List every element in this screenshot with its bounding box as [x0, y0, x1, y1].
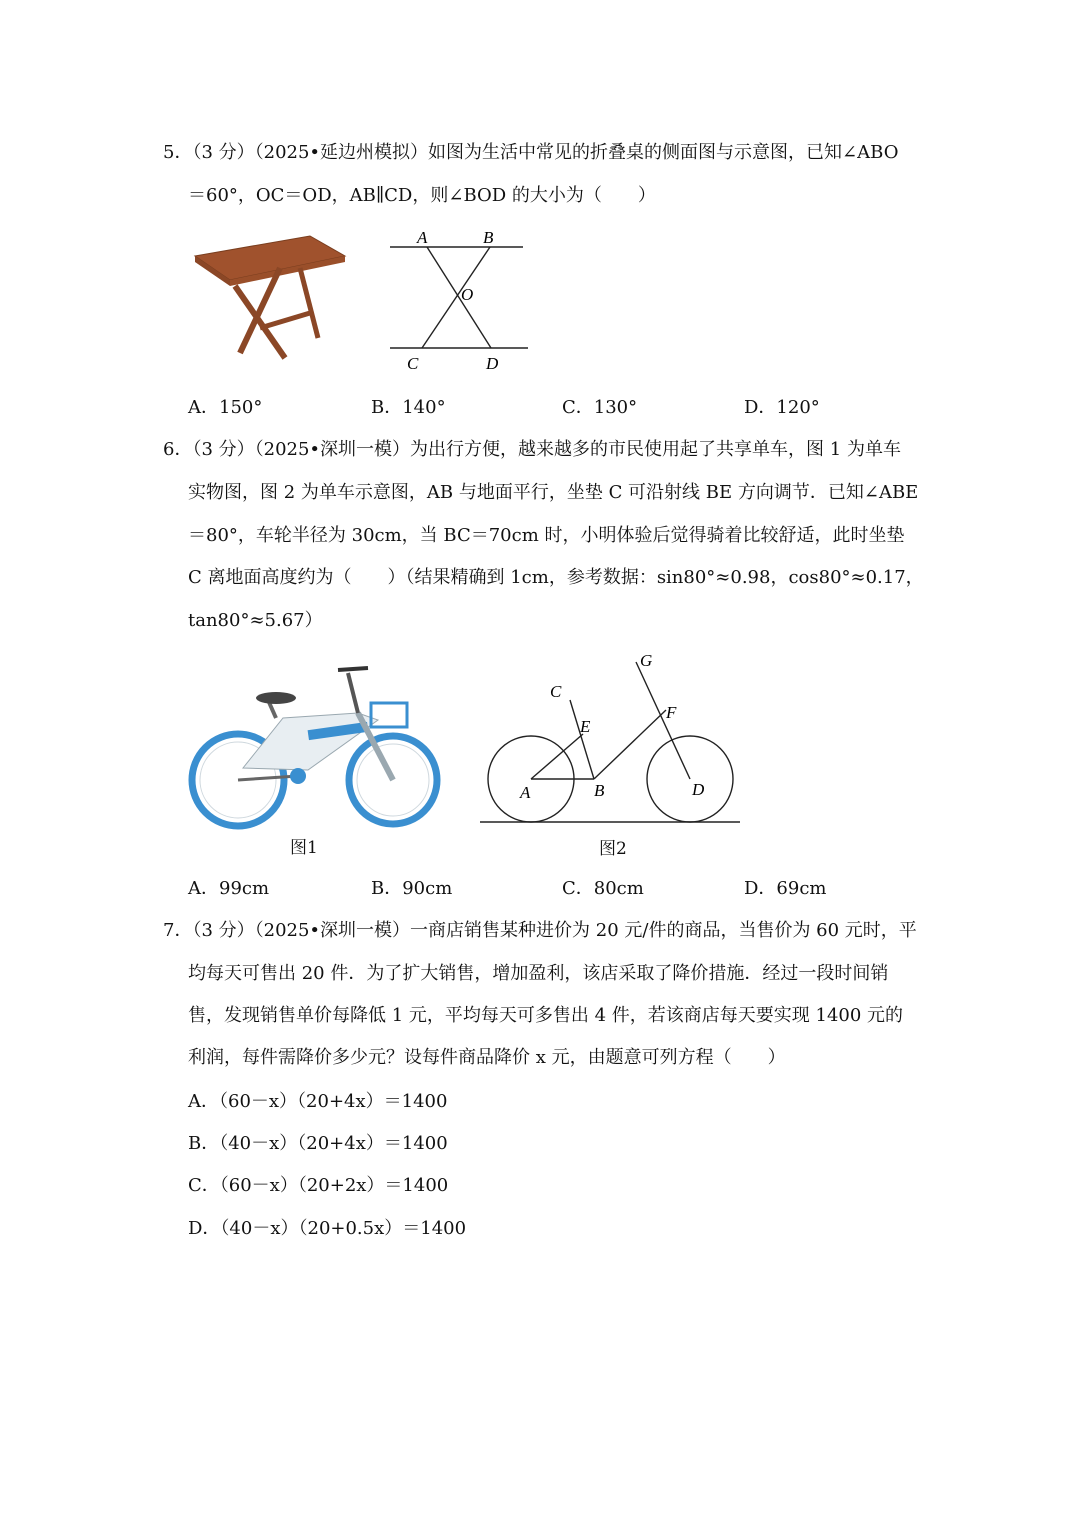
q7-text-line4: 利润，每件需降价多少元？设每件商品降价 x 元，由题意可列方程（ ）	[188, 1047, 786, 1068]
q5-text-line1: 5．（3 分）（2025•延边州模拟）如图为生活中常见的折叠桌的侧面图与示意图，已知∠ABO	[163, 142, 899, 163]
q6-option-d[interactable]: D．69cm	[744, 878, 827, 899]
folding-table-diagram	[385, 226, 535, 376]
label-b: B	[594, 781, 605, 800]
label-c: C	[550, 682, 562, 701]
q6-text-line1: 6．（3 分）（2025•深圳一模）为出行方便，越来越多的市民使用起了共享单车，图 1 为单车	[163, 439, 901, 460]
label-c: C	[407, 354, 419, 373]
q6-text-line5: tan80°≈5.67）	[188, 610, 323, 631]
label-g: G	[640, 651, 653, 670]
q5-option-b[interactable]: B．140°	[371, 397, 446, 418]
q6-text-line2: 实物图，图 2 为单车示意图，AB 与地面平行，坐垫 C 可沿射线 BE 方向调节．已知∠ABE	[188, 482, 919, 503]
q6-text-line3: ＝80°，车轮半径为 30cm，当 BC＝70cm 时，小明体验后觉得骑着比较舒适，此时坐垫	[188, 525, 905, 546]
folding-table-photo	[190, 228, 350, 368]
q7-option-a[interactable]: A．（60－x）（20+4x）＝1400	[188, 1091, 448, 1112]
q7-option-c[interactable]: C．（60－x）（20+2x）＝1400	[188, 1175, 449, 1196]
q5-text-line2: ＝60°，OC＝OD，AB∥CD，则∠BOD 的大小为（ ）	[188, 185, 656, 206]
bicycle-diagram	[476, 650, 746, 830]
q6-option-b[interactable]: B．90cm	[371, 878, 453, 899]
q5-option-d[interactable]: D．120°	[744, 397, 820, 418]
label-a: A	[417, 228, 428, 247]
label-b: B	[483, 228, 494, 247]
q6-option-c[interactable]: C．80cm	[562, 878, 644, 899]
label-d: D	[486, 354, 499, 373]
label-d: D	[692, 780, 705, 799]
q7-text-line2: 均每天可售出 20 件．为了扩大销售，增加盈利，该店采取了降价措施．经过一段时间销	[188, 963, 889, 984]
q7-text-line3: 售，发现销售单价每降低 1 元，平均每天可多售出 4 件，若该商店每天要实现 1400 元的	[188, 1005, 904, 1026]
bicycle-photo	[188, 658, 443, 833]
q7-text-line1: 7．（3 分）（2025•深圳一模）一商店销售某种进价为 20 元/件的商品，当售价为 60 元时，平	[163, 920, 917, 941]
fig2-caption: 图2	[599, 839, 627, 859]
q6-option-a[interactable]: A．99cm	[188, 878, 270, 899]
label-e: E	[580, 717, 591, 736]
q5-option-c[interactable]: C．130°	[562, 397, 638, 418]
label-o: O	[461, 285, 474, 304]
q5-option-a[interactable]: A．150°	[188, 397, 263, 418]
q7-option-b[interactable]: B．（40－x）（20+4x）＝1400	[188, 1133, 448, 1154]
q7-option-d[interactable]: D．（40－x）（20+0.5x）＝1400	[188, 1218, 467, 1239]
label-a: A	[520, 783, 531, 802]
q6-text-line4: C 离地面高度约为（ ）（结果精确到 1cm，参考数据：sin80°≈0.98，cos80°≈0.17，	[188, 567, 924, 588]
fig1-caption: 图1	[290, 838, 318, 858]
label-f: F	[666, 703, 677, 722]
